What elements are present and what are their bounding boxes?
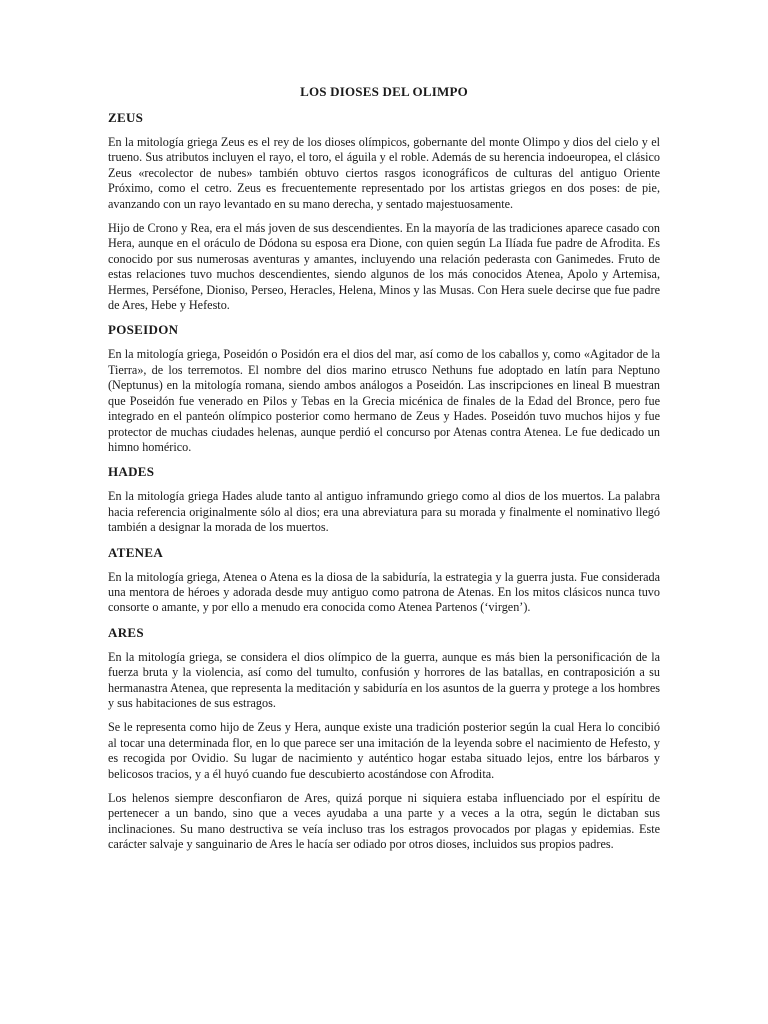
paragraph: Hijo de Crono y Rea, era el más joven de sus descendientes. En la mayoría de las tradiciones aparece casado con Hera, aunque en el oráculo de Dódona su esposa era Dione, con quien según La Ilíada fue padre de Afrodita. Es conocido por sus numerosas aventuras y amantes, incluyendo una relación pederasta con Ganimedes. Fruto de estas relaciones tuvo muchos descendientes, siendo algunos de los más conocidos Atenea, Apolo y Artemisa, Hermes, Perséfone, Dioniso, Perseo, Heracles, Helena, Minos y las Musas. Con Hera suele decirse que fue padre de Ares, Hebe y Hefesto.: [108, 221, 660, 313]
document-page: [108, 84, 660, 862]
section-zeus: [108, 110, 660, 313]
paragraph: Los helenos siempre desconfiaron de Ares, quizá porque ni siquiera estaba influenciado por el espíritu de pertenecer a un bando, sino que a veces ayudaba a una parte y a veces a la otra, según le dictaban sus inclinaciones. Su mano destructiva se veía incluso tras los estragos provocados por plagas y epidemias. Este carácter salvaje y sanguinario de Ares le hacía ser odiado por otros dioses, incluidos sus propios padres.: [108, 791, 660, 852]
section-ares: [108, 625, 660, 853]
paragraph: En la mitología griega Hades alude tanto al antiguo inframundo griego como al dios de los muertos. La palabra hacia referencia originalmente sólo al dios; era una abreviatura para su morada y finalmente el nominativo llegó también a designar la morada de los muertos.: [108, 489, 660, 535]
section-heading: HADES: [108, 464, 155, 480]
section-hades: [108, 464, 660, 535]
section-heading: ATENEA: [108, 544, 164, 560]
document-title: LOS DIOSES DEL OLIMPO: [300, 84, 468, 99]
section-poseidon: [108, 322, 660, 455]
paragraph: En la mitología griega Zeus es el rey de los dioses olímpicos, gobernante del monte Olimpo y dios del cielo y el trueno. Sus atributos incluyen el rayo, el toro, el águila y el roble. Además de su herencia indoeuropea, el clásico Zeus «recolector de nubes» también obtuvo ciertos rasgos iconográficos de culturas del antiguo Oriente Próximo, como el cetro. Zeus es frecuentemente representado por los artistas griegos en dos poses: de pie, avanzando con un rayo levantado en su mano derecha, y sentado majestuosamente.: [108, 135, 660, 211]
section-heading: ZEUS: [108, 110, 144, 125]
paragraph: Se le representa como hijo de Zeus y Hera, aunque existe una tradición posterior según la cual Hera lo concibió al tocar una determinada flor, en lo que parece ser una imitación de la leyenda sobre el nacimiento de Hefesto, y es recogida por Ovidio. Su lugar de nacimiento y auténtico hogar estaba situado lejos, entre los bárbaros y belicosos tracios, y a él huyó cuando fue descubierto acostándose con Afrodita.: [108, 720, 660, 781]
section-heading: POSEIDON: [108, 322, 179, 338]
section-heading: ARES: [108, 624, 144, 640]
paragraph: En la mitología griega, Atenea o Atena es la diosa de la sabiduría, la estrategia y la guerra justa. Fue considerada una mentora de héroes y adorada desde muy antiguo como patrona de Atenas. En los mitos clásicos nunca tuvo consorte o amante, y por ello a menudo era conocida como Atenea Partenos (‘virgen’).: [108, 569, 660, 615]
paragraph: En la mitología griega, se considera el dios olímpico de la guerra, aunque es más bien la personificación de la fuerza bruta y la violencia, así como del tumulto, confusión y horrores de las batallas, en contraposición a su hermanastra Atenea, que representa la meditación y sabiduría en los asuntos de la guerra y protege a los hombres y sus habitaciones de sus estragos.: [108, 649, 660, 710]
paragraph: En la mitología griega, Poseidón o Posidón era el dios del mar, así como de los caballos y, como «Agitador de la Tierra», de los terremotos. El nombre del dios marino etrusco Nethuns fue adoptado en latín para Neptuno (Neptunus) en la mitología romana, siendo ambos análogos a Poseidón. Las inscripciones en lineal B muestran que Poseidón fue venerado en Pilos y Tebas en la Grecia micénica de finales de la Edad del Bronce, pero fue integrado en el panteón olímpico posterior como hermano de Zeus y Hades. Poseidón tuvo muchos hijos y fue protector de muchas ciudades helenas, aunque perdió el concurso por Atenas contra Atenea. Le fue dedicado un himno homérico.: [108, 347, 660, 454]
section-atenea: [108, 545, 660, 616]
